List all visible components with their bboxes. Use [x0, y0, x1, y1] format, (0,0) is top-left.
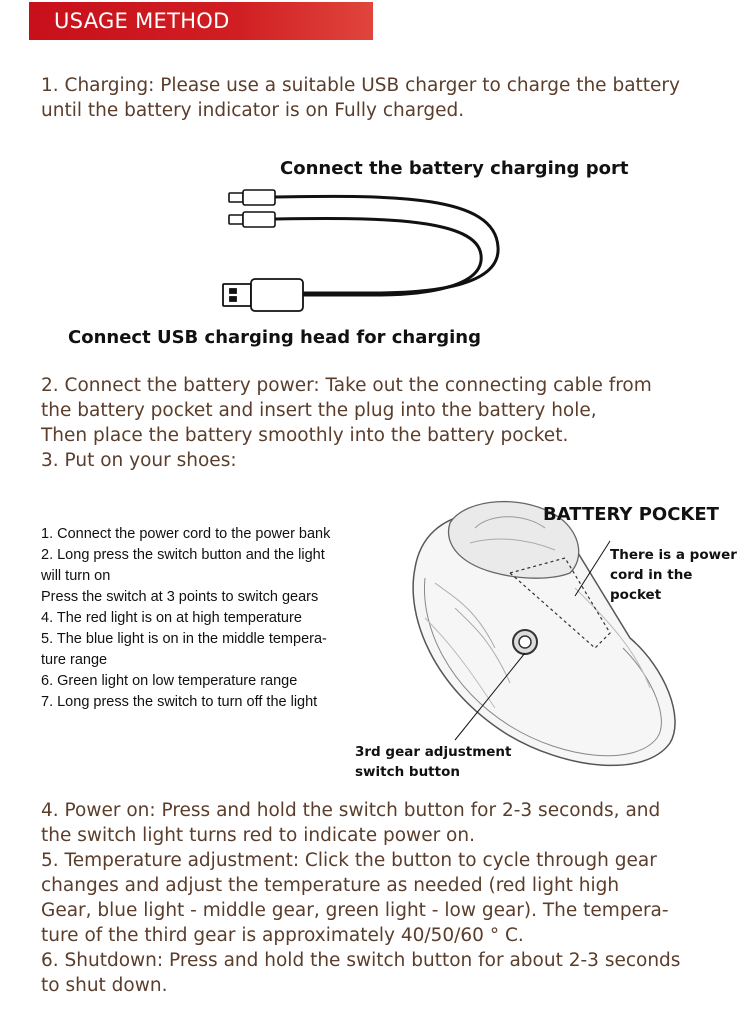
- note-line: switch button: [355, 764, 460, 780]
- step-line: 6. Green light on low temperature range: [41, 673, 298, 689]
- power-cord-note: [610, 545, 750, 605]
- paragraph-line: 5. Temperature adjustment: Click the button to cycle through gear: [41, 850, 657, 871]
- usb-head-caption: Connect USB charging head for charging: [68, 327, 481, 348]
- paragraph-line: Then place the battery smoothly into the battery pocket.: [41, 425, 569, 446]
- section-header-title: USAGE METHOD: [54, 9, 230, 33]
- micro-usb-plug-icon: [229, 190, 275, 227]
- step-line: Press the switch at 3 points to switch gears: [41, 589, 319, 605]
- paragraph-line: 6. Shutdown: Press and hold the switch button for about 2-3 seconds: [41, 950, 681, 971]
- gear-switch-note: [355, 742, 545, 782]
- paragraph-line: 3. Put on your shoes:: [41, 450, 237, 471]
- battery-power-paragraph: [41, 373, 721, 473]
- paragraph-line: Gear, blue light - middle gear, green light - low gear). The tempera-: [41, 900, 669, 921]
- step-line: ture range: [41, 652, 108, 668]
- step-line: 5. The blue light is on in the middle tempera-: [41, 631, 327, 647]
- note-line: cord in the: [610, 567, 693, 583]
- step-line: 2. Long press the switch button and the light: [41, 547, 325, 563]
- paragraph-line: the battery pocket and insert the plug into the battery hole,: [41, 400, 597, 421]
- paragraph-line: until the battery indicator is on Fully charged.: [41, 100, 465, 121]
- step-line: will turn on: [41, 568, 111, 584]
- heated-shoe-illustration: [395, 488, 750, 778]
- usb-cable-illustration: [215, 185, 515, 325]
- battery-pocket-label: BATTERY POCKET: [543, 504, 719, 525]
- paragraph-line: 1. Charging: Please use a suitable USB charger to charge the battery: [41, 75, 680, 96]
- usb-a-plug-icon: [223, 279, 303, 311]
- step-line: 1. Connect the power cord to the power bank: [41, 526, 331, 542]
- note-line: pocket: [610, 587, 662, 603]
- section-header-banner: [29, 2, 373, 40]
- operation-paragraph: [41, 798, 721, 998]
- paragraph-line: the switch light turns red to indicate power on.: [41, 825, 475, 846]
- step-line: 4. The red light is on at high temperature: [41, 610, 302, 626]
- shoe-steps-list: [41, 524, 381, 713]
- paragraph-line: to shut down.: [41, 975, 168, 996]
- paragraph-line: changes and adjust the temperature as needed (red light high: [41, 875, 620, 896]
- paragraph-line: ture of the third gear is approximately 40/50/60 ° C.: [41, 925, 524, 946]
- battery-port-caption: Connect the battery charging port: [280, 158, 629, 179]
- paragraph-line: 2. Connect the battery power: Take out the connecting cable from: [41, 375, 652, 396]
- paragraph-line: 4. Power on: Press and hold the switch button for 2-3 seconds, and: [41, 800, 661, 821]
- step-line: 7. Long press the switch to turn off the light: [41, 694, 318, 710]
- charging-paragraph: [41, 73, 721, 123]
- note-line: There is a power: [610, 547, 737, 563]
- note-line: 3rd gear adjustment: [355, 744, 512, 760]
